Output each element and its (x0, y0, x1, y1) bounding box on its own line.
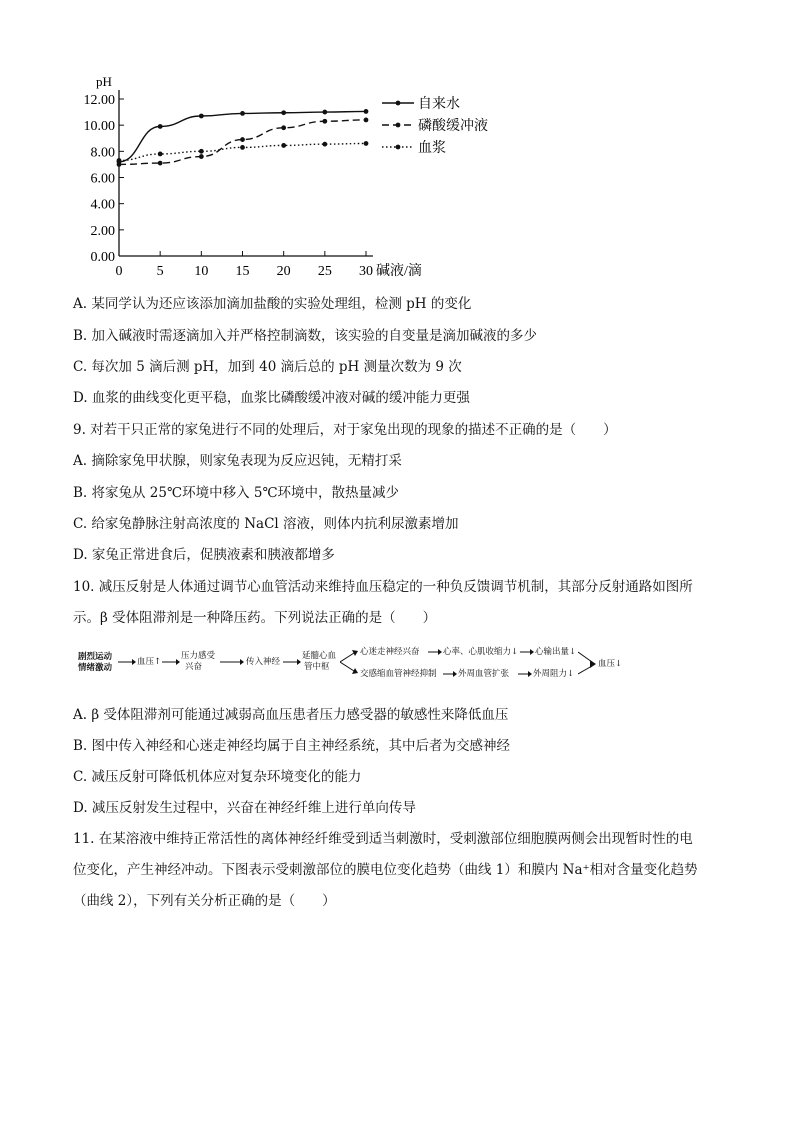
q10-option-c: C. 减压反射可降低机体应对复杂环境变化的能力 (73, 769, 362, 785)
node-baroreceptor-1: 压力感受 (181, 651, 216, 661)
ph-line-chart (70, 72, 490, 282)
node-afferent-nerve: 传入神经 (246, 657, 281, 667)
reflex-pathway-diagram (78, 647, 638, 691)
data-point (281, 143, 286, 148)
node-medulla-1: 延髓心血 (302, 651, 337, 661)
data-point (281, 125, 286, 130)
q8-option-d: D. 血浆的曲线变化更平稳，血浆比磷酸缓冲液对碱的缓冲能力更强 (73, 390, 470, 406)
series-line-1 (119, 111, 366, 161)
arrow-icon (520, 647, 534, 657)
q10-stem-line2: 示。β 受体阻滞剂是一种降压药。下列说法正确的是（ ） (73, 610, 437, 626)
data-point (364, 118, 369, 123)
data-point (199, 154, 204, 159)
arrow-icon (283, 657, 301, 667)
x-tick-label: 25 (317, 264, 332, 279)
legend-label: 自来水 (418, 97, 460, 112)
q8-option-a: A. 某同学认为还应该添加滴加盐酸的实验处理组，检测 pH 的变化 (73, 296, 472, 312)
data-point (158, 124, 163, 129)
q9-option-b: B. 将家兔从 25℃环境中移入 5℃环境中，散热量减少 (73, 485, 400, 501)
data-point (364, 141, 369, 146)
node-vessel-dilation: 外周血管扩张 (458, 669, 510, 679)
y-tick-label: 6.00 (90, 171, 115, 187)
node-bp-up: 血压↑ (137, 657, 162, 667)
data-point (281, 110, 286, 115)
arrow-icon (428, 647, 442, 657)
y-tick-label: 4.00 (90, 197, 115, 213)
data-point (158, 152, 163, 157)
x-tick-label: 5 (156, 264, 164, 279)
arrow-icon (162, 657, 180, 667)
node-heart-rate-down: 心率、心肌收缩力↓ (443, 647, 519, 657)
merge-arrow-icon (578, 647, 598, 681)
y-axis-label: pH (96, 74, 112, 89)
branch-arrow-icon (340, 647, 360, 677)
data-point (364, 109, 369, 114)
x-tick-label: 30 (359, 264, 373, 279)
q8-option-b: B. 加入碱液时需逐滴加入并严格控制滴数，该实验的自变量是滴加碱液的多少 (73, 328, 538, 344)
x-tick-label: 10 (194, 264, 209, 279)
x-tick-label: 15 (235, 264, 250, 279)
data-point (240, 111, 245, 116)
data-point (322, 110, 327, 115)
data-point (322, 142, 327, 147)
data-point (240, 137, 245, 142)
node-medulla-2: 管中枢 (304, 662, 330, 672)
data-point (322, 119, 327, 124)
legend-label: 磷酸缓冲液 (418, 119, 488, 134)
y-tick-label: 2.00 (90, 223, 115, 239)
arrow-icon (518, 669, 532, 679)
data-point (199, 114, 204, 119)
y-tick-label: 8.00 (90, 145, 115, 161)
q11-stem-line2: 位变化，产生神经冲动。下图表示受刺激部位的膜电位变化趋势（曲线 1）和膜内 Na⁺相对含量变化趋势 (73, 862, 698, 878)
node-exercise: 剧烈运动 (78, 652, 113, 662)
y-tick-label: 10.00 (83, 119, 115, 135)
data-point (199, 149, 204, 154)
q8-option-c: C. 每次加 5 滴后测 pH，加到 40 滴后总的 pH 测量次数为 9 次 (73, 359, 462, 375)
legend-marker (396, 123, 401, 128)
q10-stem-line1: 10. 减压反射是人体通过调节心血管活动来维持血压稳定的一种负反馈调节机制，其部分反射通路如图所 (73, 579, 693, 595)
x-tick-label: 0 (115, 264, 123, 279)
legend-label: 血浆 (418, 141, 446, 156)
node-cardiac-output-down: 心输出量↓ (535, 647, 577, 657)
q9-option-d: D. 家兔正常进食后，促胰液素和胰液都增多 (73, 547, 335, 563)
data-point (158, 161, 163, 166)
x-axis-label: 碱液/滴 (376, 264, 422, 279)
q9-option-c: C. 给家兔静脉注射高浓度的 NaCl 溶液，则体内抗利尿激素增加 (73, 516, 459, 532)
node-sympathetic-inhibited: 交感缩血管神经抑制 (360, 669, 437, 679)
data-point (117, 158, 122, 163)
q10-option-d: D. 减压反射发生过程中，兴奋在神经纤维上进行单向传导 (73, 800, 416, 816)
node-bp-down: 血压↓ (598, 659, 623, 669)
q11-stem-line3: （曲线 2），下列有关分析正确的是（ ） (73, 893, 336, 909)
q9-stem: 9. 对若干只正常的家兔进行不同的处理后，对于家兔出现的现象的描述不正确的是（ ） (73, 422, 617, 438)
arrow-icon (118, 657, 136, 667)
node-emotion: 情绪激动 (78, 663, 113, 673)
q10-option-a: A. β 受体阻滞剂可能通过减弱高血压患者压力感受器的敏感性来降低血压 (73, 707, 509, 723)
arrow-icon (443, 669, 457, 679)
q11-stem-line1: 11. 在某溶液中维持正常活性的离体神经纤维受到适当刺激时，受刺激部位细胞膜两侧会出现暂时性的电 (73, 831, 693, 847)
data-point (240, 145, 245, 150)
node-vagus-excited: 心迷走神经兴奋 (360, 647, 420, 657)
x-tick-label: 20 (276, 264, 291, 279)
legend-marker (396, 145, 401, 150)
node-resistance-down: 外周阻力↓ (533, 669, 575, 679)
legend-marker (396, 101, 401, 106)
q9-option-a: A. 摘除家兔甲状腺，则家兔表现为反应迟钝，无精打采 (73, 453, 402, 469)
y-tick-label: 0.00 (90, 250, 115, 265)
q10-option-b: B. 图中传入神经和心迷走神经均属于自主神经系统，其中后者为交感神经 (73, 738, 511, 754)
y-tick-label: 12.00 (83, 93, 115, 108)
node-baroreceptor-2: 兴奋 (185, 662, 203, 672)
arrow-icon (220, 657, 244, 667)
